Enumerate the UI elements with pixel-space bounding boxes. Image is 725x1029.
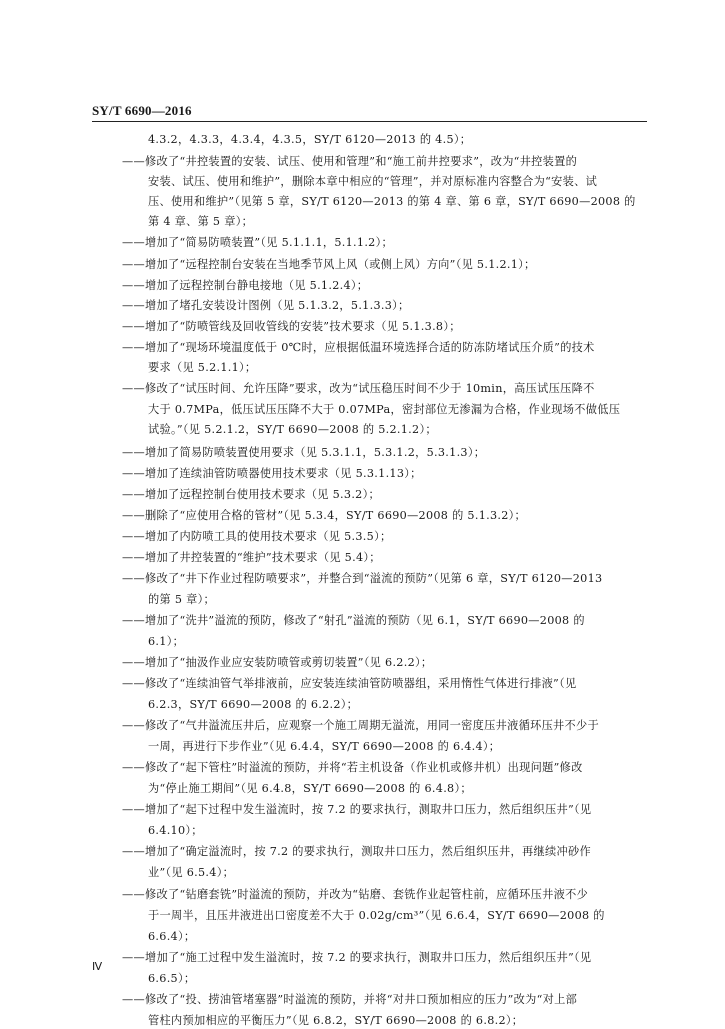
text-line: ——增加了内防喷工具的使用技术要求（见 5.3.5）； [122, 530, 392, 543]
text-line: ——修改了“投、捞油管堵塞器”时溢流的预防，并将“对井口预加相应的压力”改为“对上部 [122, 993, 578, 1006]
text-line: ——修改了“起下管柱”时溢流的预防，并将“若主机设备（作业机或修井机）出现问题”修改 [122, 761, 583, 774]
text-line: 管柱内预加相应的平衡压力”（见 6.8.2，SY/T 6690—2008 的 6.8.2）； [148, 1014, 524, 1027]
text-line: 压、使用和维护”（见第 5 章，SY/T 6120—2013 的第 4 章、第 6 章，SY/T 6690—2008 的 [148, 195, 636, 208]
text-line: 6.6.4）； [148, 930, 196, 943]
text-line: ——增加了井控装置的“维护”技术要求（见 5.4）； [122, 551, 381, 564]
text-line: ——修改了“试压时间、允许压降”要求，改为“试压稳压时间不少于 10min，高压试压压降不 [122, 382, 595, 395]
text-line: ——增加了“现场环境温度低于 0℃时，应根据低温环境选择合适的防冻防堵试压介质”的技术 [122, 341, 595, 354]
text-line: ——增加了“简易防喷装置”（见 5.1.1.1，5.1.1.2）； [122, 236, 393, 249]
text-line: ——增加了堵孔安装设计图例（见 5.1.3.2，5.1.3.3）； [122, 299, 410, 312]
text-line: 6.1）； [148, 635, 185, 648]
text-line: ——增加了“远程控制台安装在当地季节风上风（或侧上风）方向”（见 5.1.2.1）； [122, 258, 536, 271]
text-line: 一周，再进行下步作业”（见 6.4.4，SY/T 6690—2008 的 6.4.4）； [148, 740, 501, 753]
text-line: 的第 5 章）； [148, 593, 215, 606]
text-line: ——增加了“施工过程中发生溢流时，按 7.2 的要求执行，测取井口压力，然后组织压井”（见 [122, 951, 592, 964]
text-line: ——增加了远程控制台使用技术要求（见 5.3.2）； [122, 488, 380, 501]
text-line: 试验。”（见 5.2.1.2，SY/T 6690—2008 的 5.2.1.2）； [148, 423, 437, 436]
text-line: ——删除了“应使用合格的管材”（见 5.3.4，SY/T 6690—2008 的 5.1.3.2）； [122, 509, 527, 522]
text-line: 大于 0.7MPa，低压试压压降不大于 0.07MPa，密封部位无渗漏为合格，作业现场不做低压 [148, 403, 621, 416]
text-line: ——修改了“井下作业过程防喷要求”，并整合到“溢流的预防”（见第 6 章，SY/T 6120—2013 [122, 572, 603, 585]
text-line: 4.3.2，4.3.3，4.3.4，4.3.5，SY/T 6120—2013 的 4.5）； [148, 133, 472, 146]
text-line: 6.2.3，SY/T 6690—2008 的 6.2.2）； [148, 698, 359, 711]
text-line: ——修改了“井控装置的安装、试压、使用和管理”和“施工前井控要求”，改为“井控装置的 [122, 155, 578, 168]
text-line: 第 4 章、第 5 章）； [148, 215, 254, 228]
text-line: ——增加了远程控制台静电接地（见 5.1.2.4）； [122, 279, 369, 292]
text-line: 要求（见 5.2.1.1）； [148, 361, 257, 374]
text-line: ——增加了连续油管防喷器使用技术要求（见 5.3.1.13）； [122, 467, 422, 480]
text-line: ——增加了“确定溢流时，按 7.2 的要求执行，测取井口压力，然后组织压井，再继续冲砂作 [122, 845, 591, 858]
text-line: 6.6.5）； [148, 972, 196, 985]
document-header: SY/T 6690—2016 [92, 103, 192, 118]
header-rule [92, 121, 647, 122]
text-line: 于一周半，且压井液进出口密度差不大于 0.02g/cm³”（见 6.6.4，SY/T 6690—2008 的 [148, 909, 605, 922]
text-line: 6.4.10）； [148, 824, 203, 837]
text-line: ——修改了“钻磨套铣”时溢流的预防，并改为“钻磨、套铣作业起管柱前，应循环压井液不少 [122, 888, 589, 901]
text-line: ——增加了“起下过程中发生溢流时，按 7.2 的要求执行，测取井口压力，然后组织压井”（见 [122, 803, 592, 816]
text-line: ——增加了“防喷管线及回收管线的安装”技术要求（见 5.1.3.8）； [122, 320, 461, 333]
text-line: 业”（见 6.5.4）； [148, 866, 235, 879]
text-line: 安装、试压、使用和维护”，删除本章中相应的“管理”，并对原标准内容整合为“安装、试 [148, 175, 598, 188]
text-line: ——修改了“气井溢流压井后，应观察一个施工周期无溢流，用同一密度压井液循环压井不少于 [122, 719, 600, 732]
text-line: ——修改了“连续油管气举排液前，应安装连续油管防喷器组，采用惰性气体进行排液”（见 [122, 677, 577, 690]
text-line: 为“停止施工期间”（见 6.4.8，SY/T 6690—2008 的 6.4.8）； [148, 782, 472, 795]
text-line: ——增加了“洗井”溢流的预防，修改了“射孔”溢流的预防（见 6.1，SY/T 6690—2008 的 [122, 614, 585, 627]
text-line: ——增加了简易防喷装置使用要求（见 5.3.1.1，5.3.1.2，5.3.1.3）； [122, 446, 486, 459]
text-line: ——增加了“抽汲作业应安装防喷管或剪切装置”（见 6.2.2）； [122, 656, 433, 669]
page-number: Ⅳ [92, 961, 103, 973]
